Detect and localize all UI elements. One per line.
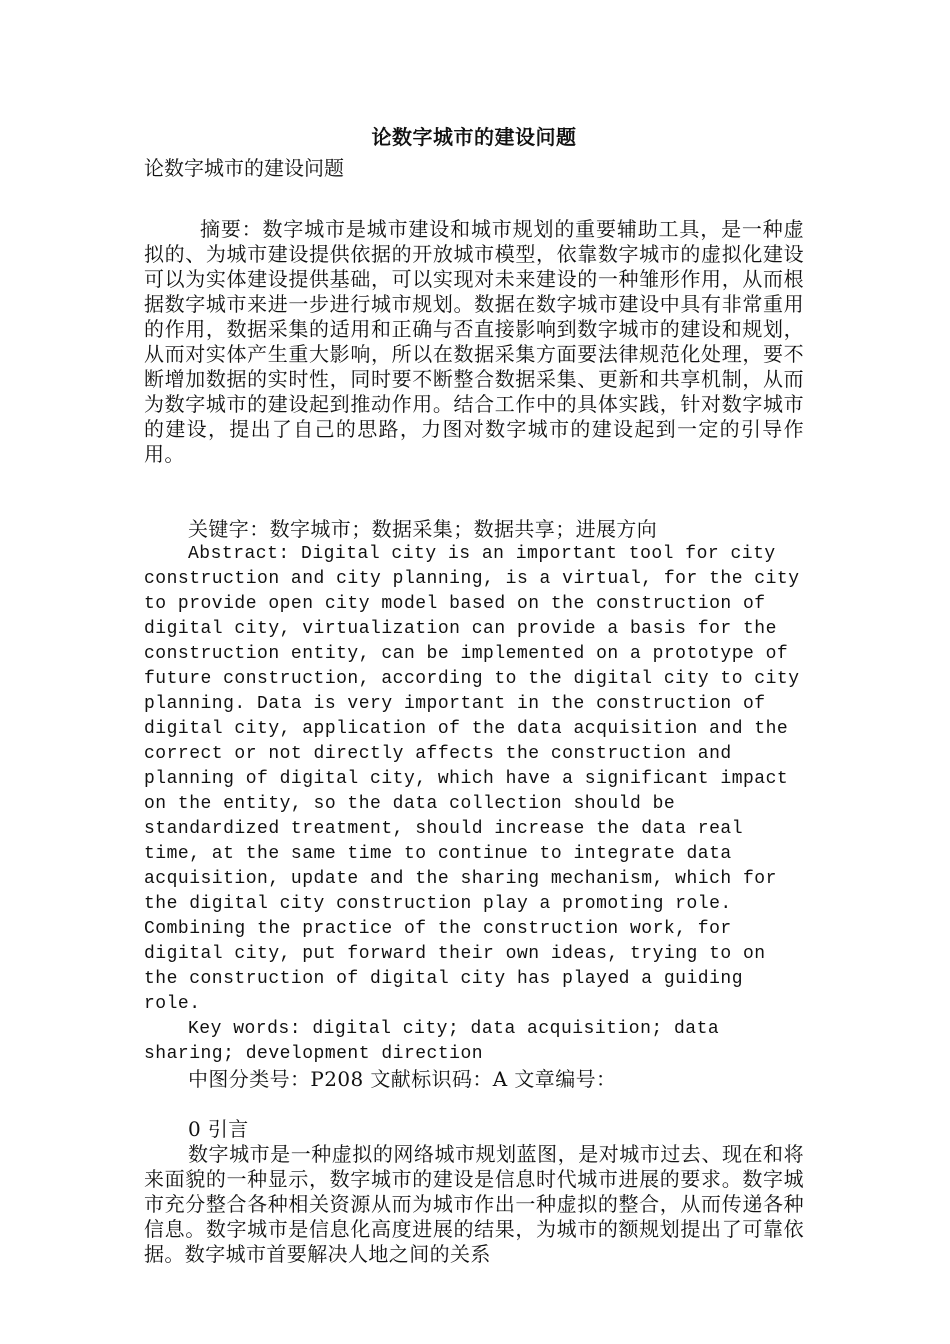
- spacer: [144, 1092, 804, 1117]
- spacer: [144, 467, 804, 517]
- keywords-english: Key words: digital city; data acquisition; data sharing; development direction: [144, 1019, 720, 1064]
- intro-paragraph: 数字城市是一种虚拟的网络城市规划蓝图，是对城市过去、现在和将来面貌的一种显示，数字城市的建设是信息时代城市进展的要求。数字城市充分整合各种相关资源从而为城市作出一种虚拟的整合，从而传递各种信息。数字城市是信息化高度进展的结果，为城市的额规划提出了可靠依据。数字城市首要解决人地之间的关系: [144, 1142, 804, 1266]
- keywords-chinese: 关键字：数字城市；数据采集；数据共享；进展方向: [188, 517, 658, 541]
- abstract-english: Abstract: Digital city is an important tool for city construction and city planning, is a virtual, for the city to provide open city model based on the construction of digital city, virtualization can provide a basis for the construction entity, can be implemented on a prototype of future construction, according to the digital city to city planning. Data is very important in the construction of digital city, application of the data acquisition and the correct or not directly affects the construction and planning of digital city, which have a significant impact on the entity, so the data collection should be standardized treatment, should increase the data real time, at the same time to continue to integrate data acquisition, update and the sharing mechanism, which for the digital city construction play a promoting role. Combining the practice of the construction work, for digital city, put forward their own ideas, trying to on the construction of digital city has played a guiding role.: [144, 544, 800, 1014]
- document-title: 论数字城市的建设问题: [371, 125, 577, 149]
- section-heading: 0 引言: [188, 1117, 249, 1141]
- spacer: [144, 181, 804, 217]
- document-page: [144, 118, 804, 1267]
- classification-line: 中图分类号：P208 文献标识码：A 文章编号：: [188, 1067, 617, 1091]
- abstract-chinese: 摘要：数字城市是城市建设和城市规划的重要辅助工具，是一种虚拟的、为城市建设提供依据的开放城市模型，依靠数字城市的虚拟化建设可以为实体建设提供基础，可以实现对未来建设的一种雏形作用，从而根据数字城市来进一步进行城市规划。数据在数字城市建设中具有非常重用的作用，数据采集的适用和正确与否直接影响到数字城市的建设和规划，从而对实体产生重大影响，所以在数据采集方面要法律规范化处理，要不断增加数据的实时性，同时要不断整合数据采集、更新和共享机制，从而为数字城市的建设起到推动作用。结合工作中的具体实践，针对数字城市的建设，提出了自己的思路，力图对数字城市的建设起到一定的引导作用。: [144, 217, 804, 466]
- document-subtitle: 论数字城市的建设问题: [144, 156, 344, 180]
